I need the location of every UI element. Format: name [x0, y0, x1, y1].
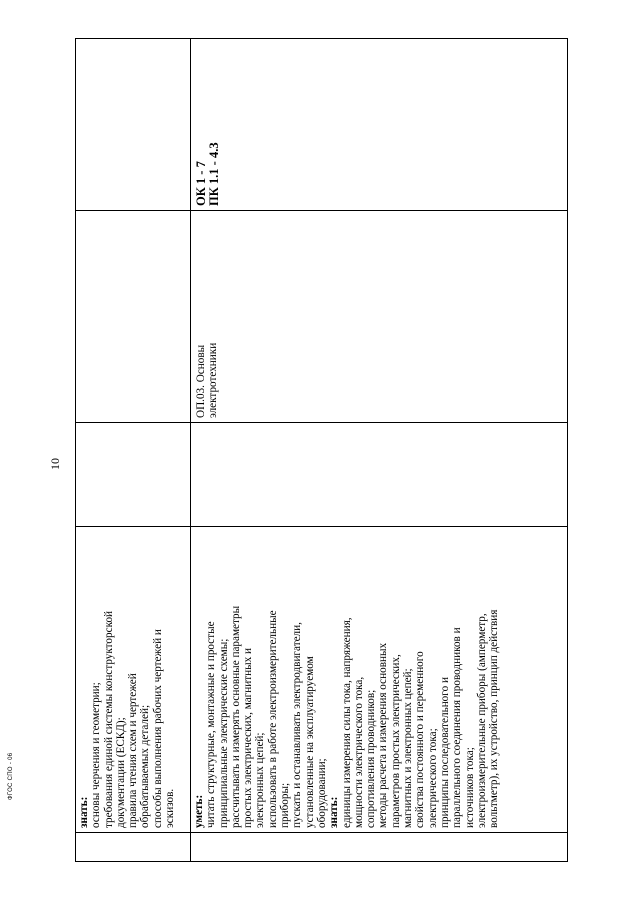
- list-item: источников тока;: [463, 747, 476, 828]
- list-item: обрабатываемых деталей;: [139, 704, 152, 828]
- table-cell-competencies: [191, 39, 568, 211]
- document-footer: ФГОС СПО - 06: [8, 752, 14, 800]
- page-number: 10: [48, 458, 62, 470]
- competency-table: [75, 44, 567, 862]
- list-item: мощности электрического тока,: [352, 676, 365, 828]
- general-competencies: ОК 1 - 7: [194, 161, 208, 206]
- list-item: методы расчета и измерения основных: [377, 642, 390, 828]
- table-cell-discipline: [191, 211, 568, 423]
- list-item: вольтметр), их устройство, принцип действия: [488, 609, 501, 828]
- table-row: [76, 39, 191, 862]
- list-item: использовать в работе электроизмерительные: [266, 610, 279, 828]
- list-item: правила чтения схем и чертежей: [127, 673, 140, 828]
- professional-competencies: ПК 1.1 - 4.3: [207, 142, 221, 206]
- knowledge-heading: знать:: [78, 796, 90, 828]
- list-item: параметров простых электрических,: [389, 654, 402, 828]
- skills-heading: уметь:: [193, 794, 205, 828]
- list-item: требования единой системы конструкторской: [102, 610, 115, 828]
- list-item: принципиальные электрические схемы;: [217, 638, 230, 828]
- table-row: [191, 39, 568, 862]
- list-item: оборудовании;: [315, 758, 328, 828]
- list-item: простых электрических, магнитных и: [242, 647, 255, 828]
- list-item: рассчитывать и измерять основные параметры: [229, 605, 242, 828]
- knowledge-heading: знать:: [328, 796, 341, 828]
- list-item: способы выполнения рабочих чертежей и: [151, 629, 164, 828]
- list-item: электроизмерительные приборы (амперметр,: [475, 613, 488, 828]
- list-item: электрического тока;: [426, 728, 439, 828]
- list-item: пускать и останавливать электродвигатели,: [291, 622, 304, 828]
- list-item: сопротивления проводников;: [365, 689, 378, 828]
- table-cell-content: [191, 527, 568, 833]
- table-cell-index: [191, 833, 568, 862]
- list-item: принципы последовательного и: [438, 677, 451, 828]
- table-cell-hours: [76, 423, 191, 527]
- list-item: свойства постоянного и переменного: [414, 651, 427, 828]
- table-cell-content: [76, 527, 191, 833]
- table-cell-index: [76, 833, 191, 862]
- list-item: приборы;: [279, 782, 292, 828]
- list-item: параллельного соединения проводников и: [451, 627, 464, 828]
- list-item: электронных цепей;: [254, 732, 267, 828]
- list-item: читать структурные, монтажные и простые: [205, 621, 218, 828]
- list-item: установленные на эксплуатируемом: [303, 656, 316, 828]
- list-item: единицы измерения силы тока, напряжения,: [340, 617, 353, 828]
- discipline-name: ОП.03. Основы электротехники: [195, 342, 220, 418]
- list-item: документации (ЕСКД);: [114, 717, 127, 828]
- table-cell-discipline: [76, 211, 191, 423]
- table-cell-hours: [191, 423, 568, 527]
- table-cell-competencies: [76, 39, 191, 211]
- list-item: основы черчения и геометрии;: [90, 682, 103, 828]
- list-item: магнитных и электронных цепей;: [402, 668, 415, 828]
- list-item: эскизов.: [164, 788, 177, 828]
